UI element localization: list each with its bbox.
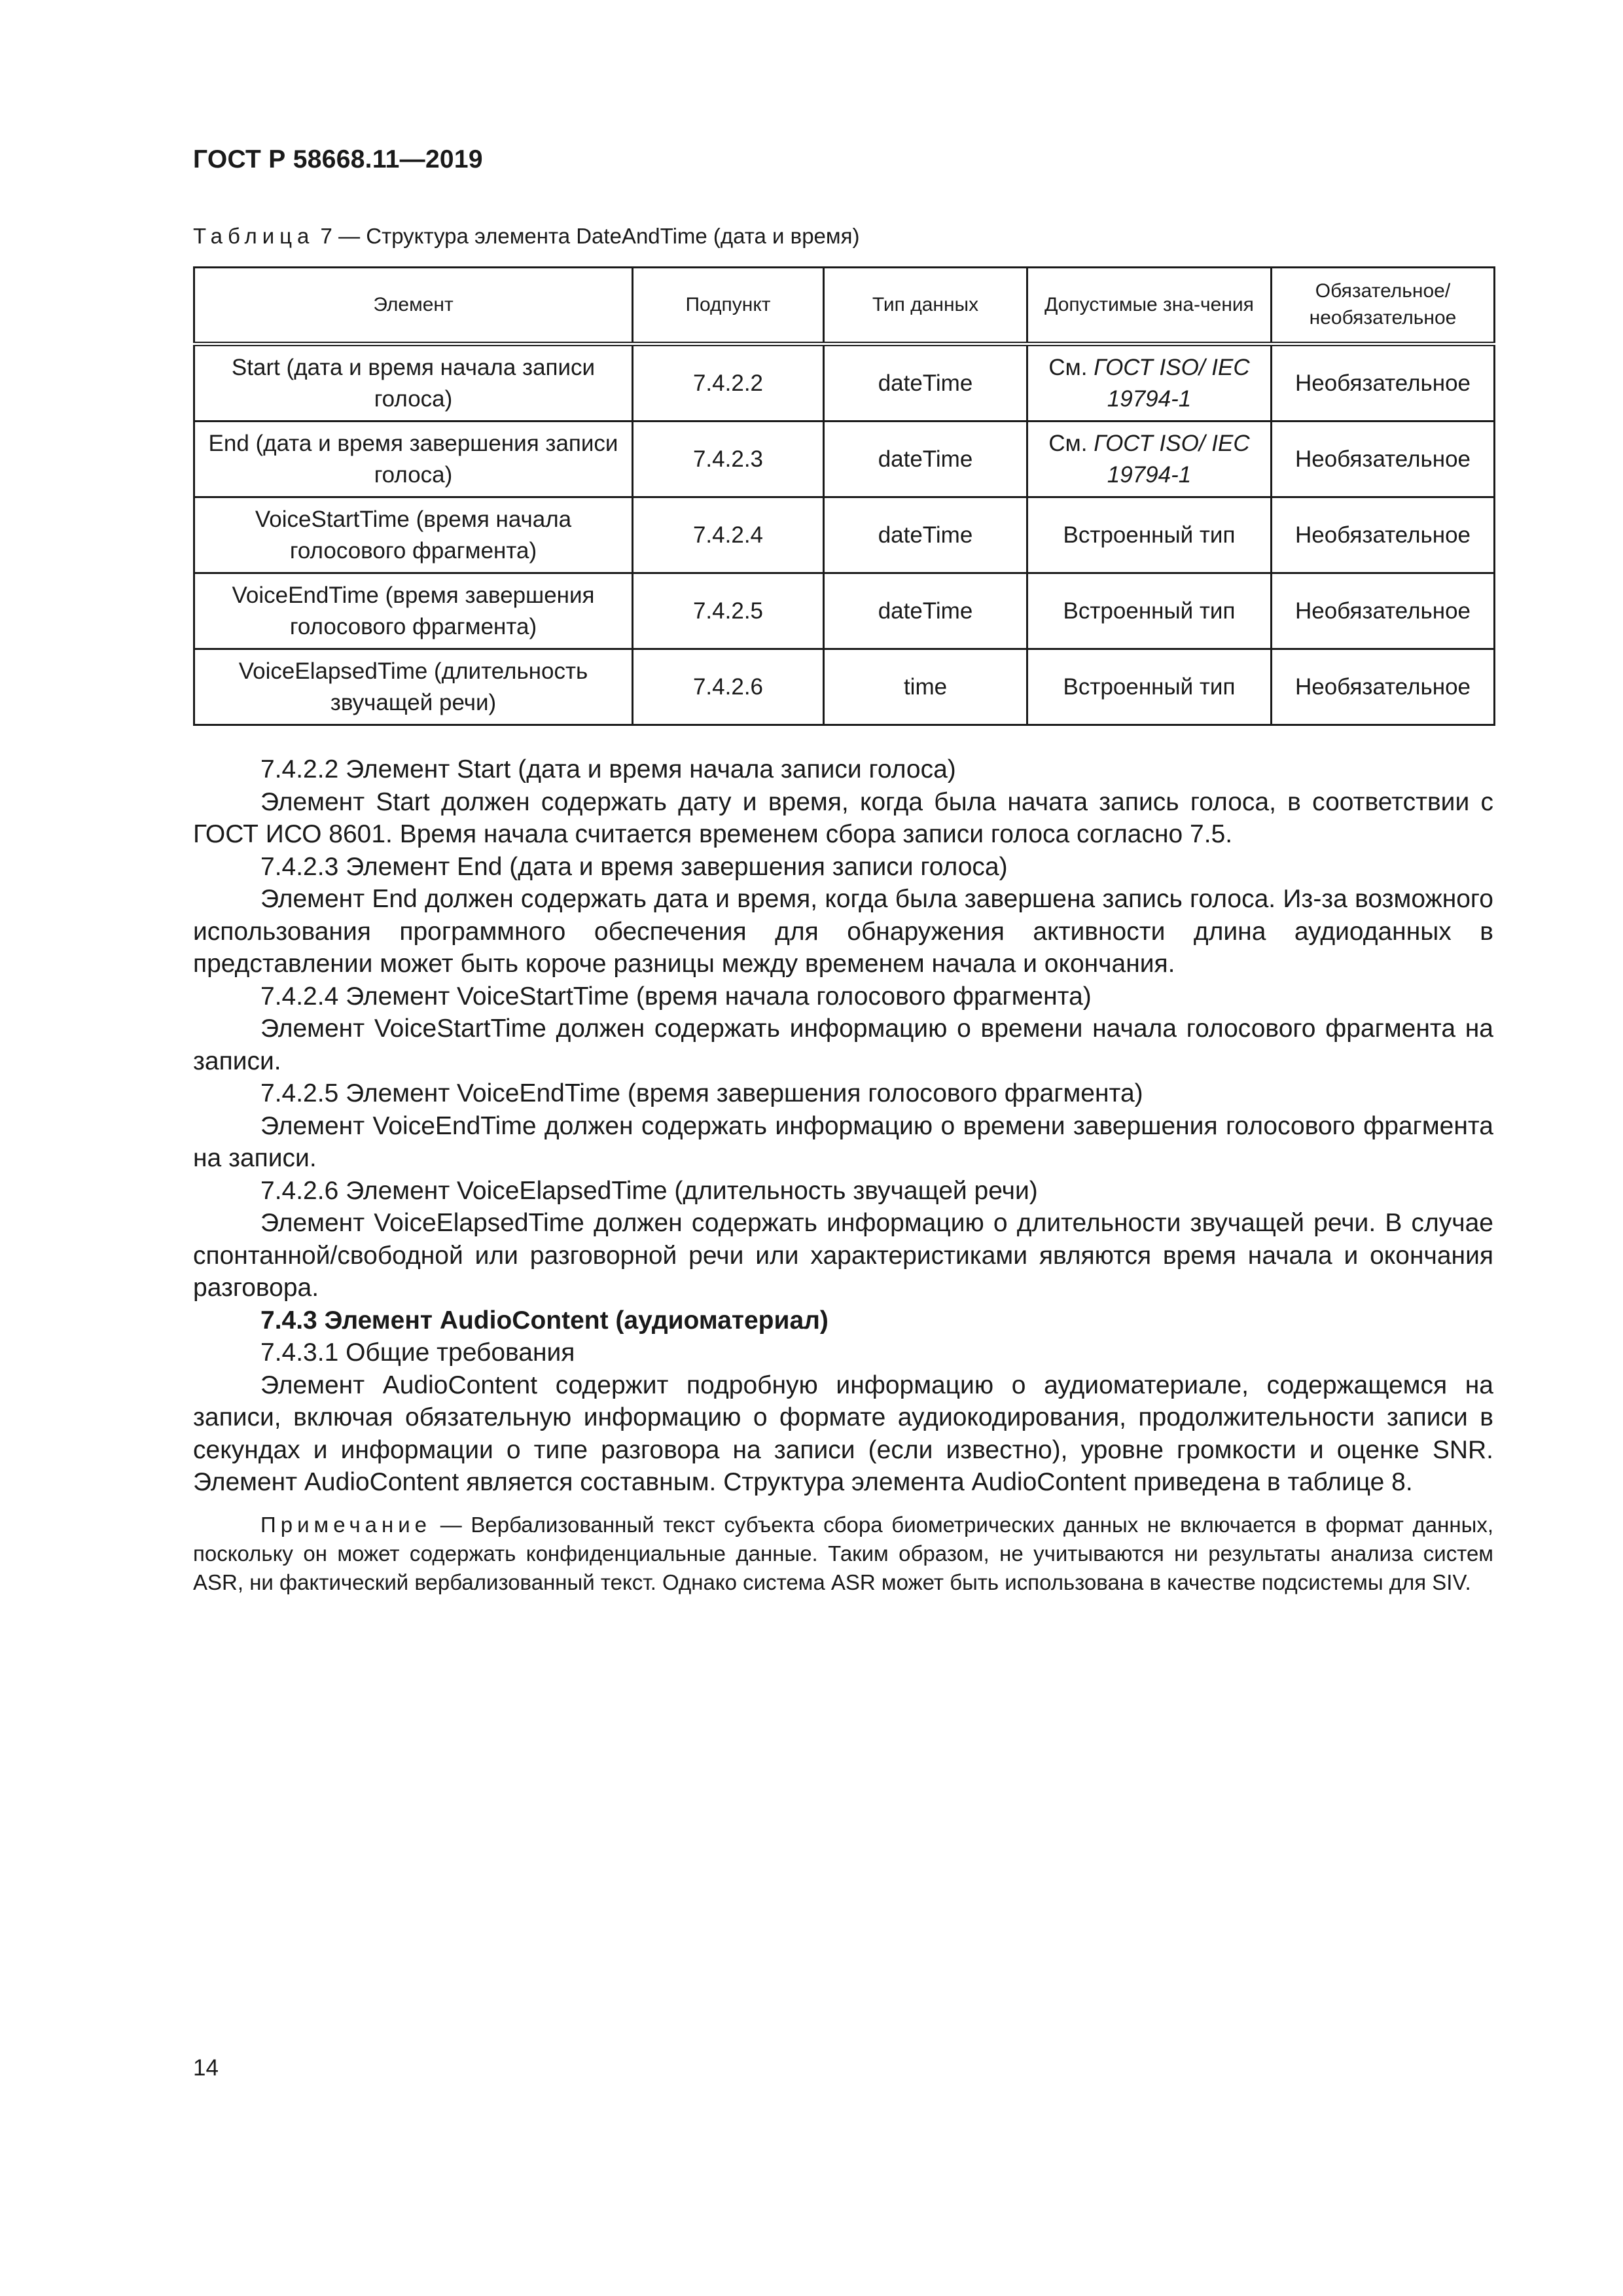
cell-subclause: 7.4.2.5 [633,573,824,649]
paragraph: Элемент Start должен содержать дату и время, когда была начата запись голоса, в соответствии с ГОСТ ИСО 8601. Время начала считается временем сбора записи голоса согласно 7.5. [193,787,1493,848]
cell-required: Необязательное [1272,497,1495,573]
cell-allowed-values: Встроенный тип [1027,573,1272,649]
clause-heading: 7.4.2.3 Элемент End (дата и время завершения записи голоса) [260,852,1008,881]
clause-heading: 7.4.2.2 Элемент Start (дата и время начала записи голоса) [260,755,956,783]
cell-allowed-values: См. ГОСТ ISO/ IEC 19794-1 [1027,344,1272,422]
element-structure-table [193,266,1495,726]
cell-data-type: time [824,649,1027,725]
cell-subclause: 7.4.2.6 [633,649,824,725]
header-element: Элемент [194,268,633,344]
note [193,1511,1493,1597]
clause-heading: 7.4.2.6 Элемент VoiceElapsedTime (длительность звучащей речи) [260,1176,1038,1205]
paragraph: Элемент End должен содержать дата и время, когда была завершена запись голоса. Из-за возможного использования программного обеспечения для обнаружения активности длина аудиоданных в представлении может быть короче разницы между временем начала и окончания. [193,885,1493,978]
table-row [194,649,1495,725]
cell-element: VoiceStartTime (время начала голосового фрагмента) [194,497,633,573]
cell-element: VoiceEndTime (время завершения голосового фрагмента) [194,573,633,649]
cell-required: Необязательное [1272,422,1495,497]
cell-data-type: dateTime [824,344,1027,422]
cell-allowed-values: См. ГОСТ ISO/ IEC 19794-1 [1027,422,1272,497]
cell-element: Start (дата и время начала записи голоса) [194,344,633,422]
header-subclause: Подпункт [633,268,824,344]
cell-required: Необязательное [1272,573,1495,649]
body-text [193,753,1493,1499]
paragraph: Элемент VoiceEndTime должен содержать информацию о времени завершения голосового фрагмента на записи. [193,1111,1493,1172]
table-caption-label: Таблица [193,224,315,248]
cell-subclause: 7.4.2.3 [633,422,824,497]
header-data-type: Тип данных [824,268,1027,344]
paragraph: Элемент AudioContent содержит подробную информацию о аудиоматериале, содержащемся на записи, включая обязательную информацию о формате аудиокодирования, продолжительности записи в секундах и информации о типе разговора на записи (если известно), уровне громкости и оценке SNR. Элемент AudioContent является составным. Структура элемента AudioContent приведена в таблице 8. [193,1371,1493,1496]
table-caption-text: 7 — Структура элемента DateAndTime (дата и время) [314,224,860,248]
paragraph: Элемент VoiceElapsedTime должен содержать информацию о длительности звучащей речи. В случае спонтанной/свободной или разговорной речи или характеристиками являются время начала и окончания разговора. [193,1209,1493,1302]
table-caption [193,224,859,249]
clause-heading: 7.4.2.4 Элемент VoiceStartTime (время начала голосового фрагмента) [260,982,1092,1011]
cell-required: Необязательное [1272,344,1495,422]
cell-data-type: dateTime [824,573,1027,649]
cell-required: Необязательное [1272,649,1495,725]
note-label: Примечание [260,1513,432,1537]
cell-subclause: 7.4.2.2 [633,344,824,422]
header-required: Обязательное/ необязательное [1272,268,1495,344]
table-row [194,344,1495,422]
table-row [194,422,1495,497]
cell-element: End (дата и время завершения записи голоса) [194,422,633,497]
cell-data-type: dateTime [824,497,1027,573]
document-number: ГОСТ Р 58668.11—2019 [193,145,483,173]
clause-heading: 7.4.2.5 Элемент VoiceEndTime (время завершения голосового фрагмента) [260,1079,1143,1107]
cell-allowed-values: Встроенный тип [1027,649,1272,725]
page-number: 14 [193,2055,219,2081]
paragraph: Элемент VoiceStartTime должен содержать информацию о времени начала голосового фрагмента на записи. [193,1014,1493,1075]
cell-subclause: 7.4.2.4 [633,497,824,573]
table-row [194,497,1495,573]
section-heading: 7.4.3 Элемент AudioContent (аудиоматериал) [260,1306,829,1335]
cell-allowed-values: Встроенный тип [1027,497,1272,573]
note-text: — Вербализованный текст субъекта сбора биометрических данных не включается в формат данных, поскольку он может содержать конфиденциальные данные. Таким образом, не учитываются ни результаты анализа систем ASR, ни фактический вербализованный текст. Однако система ASR может быть использована в качестве подсистемы для SIV. [193,1513,1493,1594]
cell-element: VoiceElapsedTime (длительность звучащей речи) [194,649,633,725]
header-allowed-values: Допустимые зна-чения [1027,268,1272,344]
table-row [194,573,1495,649]
cell-data-type: dateTime [824,422,1027,497]
clause-heading: 7.4.3.1 Общие требования [260,1338,575,1367]
table-header-row [194,268,1495,344]
